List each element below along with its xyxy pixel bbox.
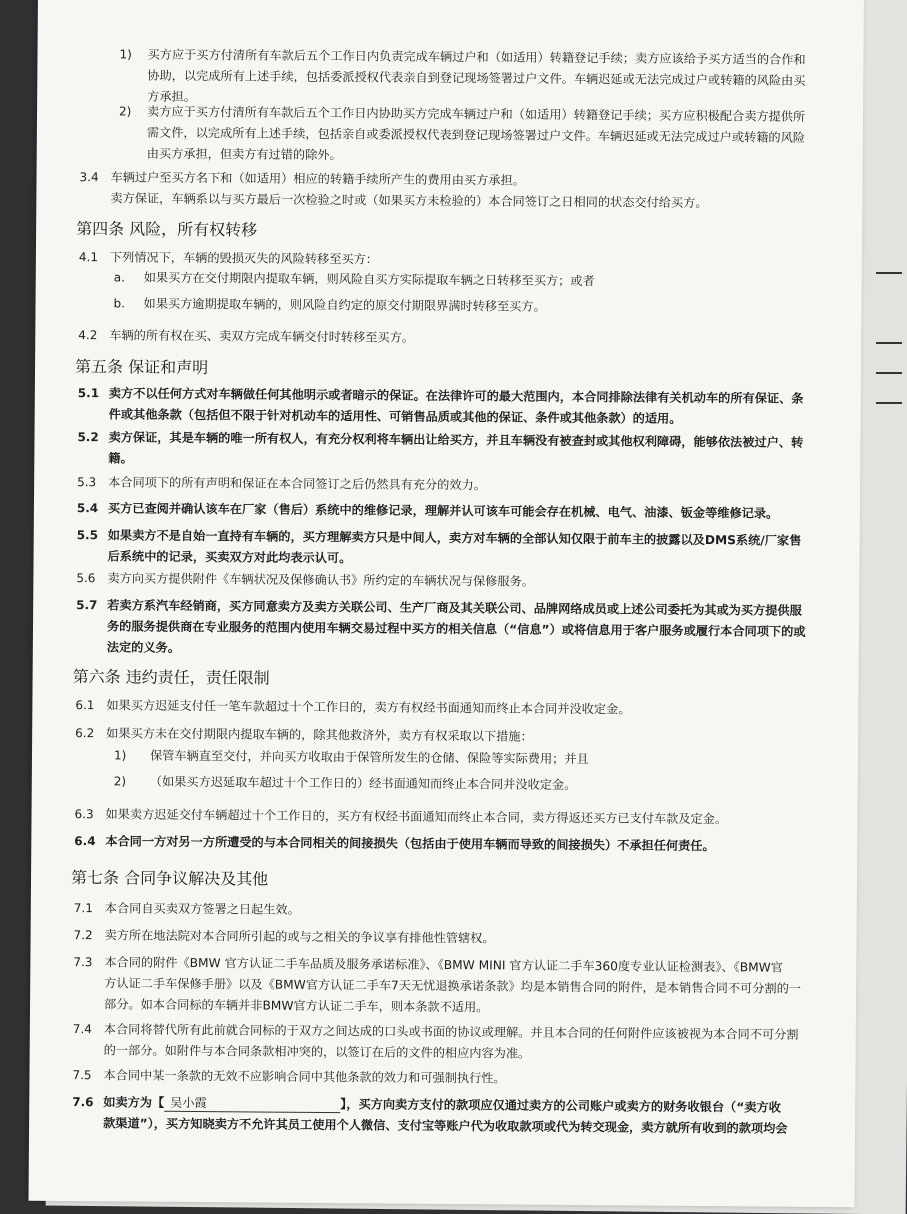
clause-line: 的一部分。如附件与本合同条款相冲突的，以签订在后的文件的相应内容为准。	[103, 1043, 531, 1061]
clause-line: 协助，以完成所有上述手续，包括委派授权代表亲自到登记现场签署过户文件。车辆迟延或无法完成过户或转籍的风险由买	[147, 68, 806, 88]
clause-line: 件或其他条款（包括但不限于针对机动车的适用性、可销售品质或其他的保证、条件或其他条款）的适用。	[108, 407, 682, 426]
clause-text	[107, 568, 534, 592]
clause-line: 方承担。	[147, 89, 196, 104]
clause-number: 5.5	[76, 528, 99, 543]
clause-number: 7.1	[73, 901, 93, 916]
section-heading: 第七条 合同争议解决及其他	[70, 868, 269, 889]
clause-line: 本合同的附件《BMW 官方认证二手车品质及服务承诺标准》、《BMW MINI 官方认证二手车360度专业认证检测表》、《BMW官	[104, 955, 783, 975]
clause-line: 买方应于买方付清所有车款后五个工作日内负责完成车辆过户和（如适用）转籍登记手续；卖方应该给予买方适当的合作和	[147, 47, 806, 67]
clause-line: 卖方保证，车辆系以与买方最后一次检验之时或（如果买方未检验的）本合同签订之日相同的状态交付给买方。	[110, 191, 708, 211]
clause-text	[144, 268, 595, 293]
clause-line: 如果买方逾期提取车辆的，则风险自约定的原交付期限界满时转移至买方。	[143, 296, 546, 314]
clause-number: 7.3	[73, 955, 93, 970]
clause-line: 务的服务提供商在专业服务的范围内使用车辆交易过程中买方的相关信息（“信息”）或将信息用于客户服务或履行本合同项下的或	[106, 619, 806, 639]
clause-number: 3.4	[79, 170, 99, 185]
clause-number: 7.4	[72, 1022, 92, 1037]
clause-text	[109, 383, 804, 430]
clause-line: 买方已查阅并确认该车在厂家（售后）系统中的维修记录，理解并认可该车可能会存在机械、电气、油漆、钣金等维修记录。	[107, 501, 779, 521]
clause-text	[104, 952, 801, 1020]
clause-line: 法定的义务。	[106, 640, 181, 655]
clause-line: 下列情况下，车辆的毁损灭失的风险转移至买方：	[109, 250, 379, 267]
clause-text	[108, 498, 778, 524]
clause-number: 5.1	[77, 386, 100, 401]
clause-line: 若卖方系汽车经销商，买方同意卖方及卖方关联公司、生产厂商及其关联公司、品牌网络成员或上述公司委托为其或为买方提供服	[107, 598, 802, 618]
clause-line: 本合同将替代所有此前就合同标的于双方之间达成的口头或书面的协议或理解。并且本合同的任何附件应该被视为本合同不可分割	[103, 1022, 799, 1042]
clause-line: 本合同中某一条款的无效不应影响合同中其他条款的效力和可强制执行性。	[103, 1068, 506, 1086]
clause-line: 车辆过户至买方名下和（如适用）相应的转籍手续所产生的费用由买方承担。	[110, 170, 525, 188]
clause-number: 1)	[119, 47, 132, 62]
clause-text	[104, 1019, 799, 1066]
clause-text	[105, 804, 727, 830]
clause-number: 6.3	[74, 807, 94, 822]
clause-text	[110, 167, 707, 214]
clause-number: 5.3	[77, 475, 97, 490]
clause-line: 后系统中的记录，买卖双方对此均表示认可。	[107, 549, 352, 566]
clause-text	[105, 898, 300, 921]
clause-line: 本合同自买卖双方签署之日起生效。	[104, 901, 300, 917]
clause-text	[108, 427, 803, 474]
clause-line: 如果卖方不是自始一直持有车辆的，买方理解卖方只是中间人，卖方对车辆的全部认知仅限于前车主的披露以及DMS系统/厂家售	[107, 528, 802, 548]
clause-line: 卖方保证，其是车辆的唯一所有权人，有充分权利将车辆出让给买方，并且车辆没有被查封或其他权利障碍，能够依法被过户、转	[108, 430, 804, 450]
clause-suffix: 】，买方向卖方支付的款项应仅通过卖方的公司账户或卖方的财务收银台（“卖方收	[340, 1097, 781, 1115]
clause-line: 部分。如本合同标的车辆并非BMW官方认证二手车，则本条款不适用。	[103, 997, 489, 1015]
clause-number: 7.6	[72, 1095, 94, 1110]
clause-text	[105, 831, 715, 857]
clause-line: 方认证二手车保修手册》以及《BMW官方认证二手车7天无忧退换承诺条款》均是本销售合同的附件，是本销售合同不可分割的一	[104, 976, 802, 996]
clause-number: a.	[113, 270, 125, 285]
clause-text	[107, 595, 806, 663]
clause-line: 本合同项下的所有声明和保证在本合同签订之后仍然具有充分的效力。	[108, 475, 486, 493]
clause-line: 卖方不以任何方式对车辆做任何其他明示或者暗示的保证。在法律许可的最大范围内，本合同排除法律有关机动车的所有保证、条	[108, 386, 804, 406]
clause-number: 2)	[113, 774, 127, 789]
clause-number: 5.6	[76, 571, 96, 586]
clause-line: 车辆的所有权在买、卖双方完成车辆交付时转移至买方。	[109, 328, 415, 345]
clause-number: 6.4	[74, 834, 96, 849]
clause-text	[150, 746, 589, 770]
clause-number: 7.5	[72, 1068, 92, 1083]
contract-page	[28, 0, 863, 1207]
seller-name-field[interactable]: 吴小霞	[164, 1095, 340, 1113]
clause-line: 本合同一方对另一方所遭受的与本合同相关的间接损失（包括由于使用车辆而导致的间接损失）不承担任何责任。	[105, 834, 715, 854]
clause-number: 5.2	[77, 430, 99, 445]
clause-number: 6.1	[75, 698, 95, 713]
clause-number: 7.2	[73, 928, 93, 943]
clause-text	[104, 925, 494, 949]
clause-line: 款渠道”），买方知晓卖方不允许其员工使用个人微信、支付宝等账户代为收取款项或代为转交现金，卖方就所有收到的款项均会	[103, 1116, 788, 1136]
clause-number: 2)	[118, 104, 132, 119]
clause-line: 卖方向买方提供附件《车辆状况及保修确认书》所约定的车辆状况与保修服务。	[107, 571, 534, 589]
clause-line: （如果买方迟延取车超过十个工作日的）经书面通知而终止本合同并没收定金。	[149, 774, 577, 793]
clause-text	[108, 472, 486, 496]
section-heading: 第五条 保证和声明	[74, 357, 209, 378]
clause-text	[143, 294, 545, 318]
clause-line: 如果买方在交付期限内提取车辆，则风险自买方实际提取车辆之日转移至买方；或者	[143, 270, 595, 289]
clause-number: 4.2	[78, 328, 98, 343]
clause-number: 5.4	[76, 501, 99, 516]
clause-line: 如果卖方迟延交付车辆超过十个工作日的，买方有权经书面通知而终止本合同，卖方得返还买方已支付车款及定金。	[105, 807, 728, 827]
clause-prefix: 如卖方为【	[103, 1095, 165, 1110]
clause-line: 需文件，以完成所有上述手续，包括亲自或委派授权代表到登记现场签署过户文件。车辆迟延或无法完成过户或转籍的风险	[146, 125, 806, 145]
clause-text	[147, 102, 806, 170]
clause-line: 由买方承担，但卖方有过错的除外。	[146, 146, 342, 163]
clause-text	[106, 723, 533, 747]
clause-text	[106, 695, 630, 720]
clause-text	[103, 1065, 505, 1089]
clause-text	[109, 325, 414, 348]
clause-number: 4.1	[78, 250, 99, 265]
clause-text	[103, 1092, 788, 1139]
clause-line: 卖方所在地法院对本合同所引起的或与之相关的争议享有排他性管辖权。	[104, 928, 495, 946]
clause-text	[150, 772, 577, 796]
clause-number: 5.7	[76, 598, 98, 613]
clause-number: 1)	[113, 748, 127, 763]
section-heading: 第六条 违约责任，责任限制	[72, 667, 270, 688]
clause-text	[107, 525, 801, 572]
clause-line: 籍。	[108, 451, 133, 466]
section-heading: 第四条 风险，所有权转移	[76, 219, 258, 240]
clause-line: 如果买方迟延支付任一笔车款超过十个工作日的，卖方有权经书面通知而终止本合同并没收定金。	[106, 698, 631, 717]
clause-number: 6.2	[75, 726, 95, 741]
clause-number: b.	[113, 296, 126, 311]
clause-line: 如果买方未在交付期限内提取车辆的，除其他救济外，卖方有权采取以下措施：	[106, 726, 533, 744]
clause-line: 卖方应于买方付清所有车款后五个工作日内协助买方完成车辆过户和（如适用）转籍登记手续；买方应积极配合卖方提供所	[146, 104, 806, 124]
clause-line: 保管车辆直至交付，并向买方收取由于保管所发生的仓储、保险等实际费用；并且	[149, 748, 589, 767]
